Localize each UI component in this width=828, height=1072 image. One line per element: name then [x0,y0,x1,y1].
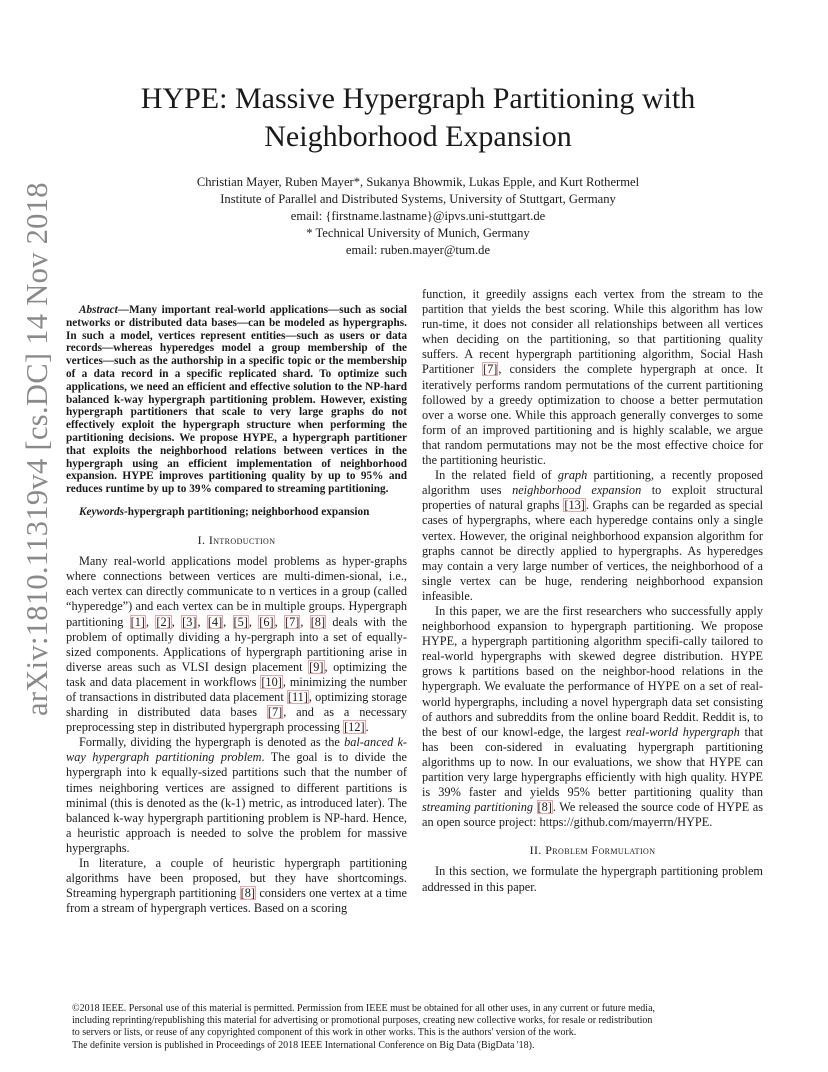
text-run: In this paper, we are the first researchers who successfully apply neighborhood expansion to hypergraph partitioning. We propose HYPE, a hypergraph partitioning algorithm specifi-cally tailored to real-world hypergraphs with skewed degree distribution. HYPE grows k partitions based on the neighbor-hood relations in the hypergraph. We evaluate the performance of HYPE on a set of real-world hypergraphs, including a novel hypergraph data set consisting of authors and subreddits from the online board Reddit. Reddit is, to the best of our knowl-edge, the largest [422,603,763,739]
section-heading-problem-formulation [422,843,763,858]
copyright-line: ©2018 IEEE. Personal use of this material is permitted. Permission from IEEE must be obtained for all other uses, in any current or future media, [72,1003,656,1014]
text-run: . We released the source code of HYPE as an open source project: https://github.com/mayerrn/HYPE. [422,800,764,830]
citation-link[interactable]: [13] [564,498,585,513]
section-heading-introduction [66,533,407,548]
citation-link[interactable]: [3] [182,614,197,629]
text-run: Many real-world applications model problems as hyper-graphs where connections between vertices are multi-dimen-sional, i.e., each vertex can directly communicate to n vertices in a group (called “hyperedge”) and each vertex can be in multiple groups. Hypergraph partitioning [66,554,407,629]
copyright-notice [72,1003,772,1052]
abstract [66,304,407,496]
text-run: considers one vertex at a time from a stream of hypergraph vertices. Based on a scoring [66,886,408,916]
copyright-line: to servers or lists, or reuse of any copyrighted component of this work in other works. This is the authors' version of the work. [72,1027,577,1039]
author-block [90,174,746,259]
author-affiliation: Institute of Parallel and Distributed Systems, University of Stuttgart, Germany [220,192,616,206]
emphasis: streaming partitioning [422,800,533,815]
section-number: I. [197,533,206,548]
citation-link[interactable]: [4] [207,614,223,629]
arxiv-identifier: arXiv:1810.11319v4 [cs.DC] 14 Nov 2018 [20,182,54,716]
text-run: . [365,720,369,735]
intro-paragraph-1: Many real-world applications model problems as hyper-graphs where connections between vertices are multi-dimen-sional, i.e., each vertex can directly communicate to n vertices in a group (called “hyperedge”) and each vertex can be in multiple groups. Hypergraph partitioning [1], [2], [3], [4], [5], [6], [7], [8] deals with the problem of optimally dividing a hy-pergraph into a set of equally-sized components. Applications of hypergraph partitioning arise in diverse areas such as VLSI design placement [9], optimizing the task and data placement in workflows [10], minimizing the number of transactions in distributed data placement [11], optimizing storage sharding in distributed data bases [7], and as a necessary preprocessing step in distributed hypergraph processing [12]. [66,554,408,735]
section-number: II. [529,843,542,858]
section-title: Problem Formulation [545,843,656,858]
abstract-text: —Many important real-world applications—such as social networks or distributed data bases—can be modeled as hypergraphs. In such a model, vertices represent entities—such as users or data records—whereas hyperedges model a group membership of the vertices—such as the authorship in a specific topic or the membership of a data record in a specific replicated shard. To optimize such applications, we need an efficient and effective solution to the NP-hard balanced k-way hypergraph partitioning problem. However, existing hypergraph partitioners that scale to very large graphs do not effectively exploit the hypergraph structure when performing the partitioning decisions. We propose HYPE, a hypergraph partitioner that exploits the neighborhood relations between vertices in the hypergraph using an efficient implementation of neighborhood expansion. HYPE improves partitioning quality by up to 95% and reduces runtime by up to 39% compared to streaming partitioning. [66,304,407,496]
text-run: function, it greedily assigns each vertex from the stream to the partition that yields the best scoring. While this algorithm has low run-time, it does not consider all relationships between all vertices when deciding on the partitioning, so that partitioning quality suffers. A recent hypergraph partitioning algorithm, Social Hash Partitioner [422,287,763,377]
citation-link[interactable]: [11] [287,689,308,704]
text-run [533,800,537,814]
text-run: to exploit structural properties of natural graphs [422,483,763,513]
right-paragraph-2 [422,468,763,604]
citation-link[interactable]: [1] [130,614,146,629]
author-email: email: {firstname.lastname}@ipvs.uni-stuttgart.de [290,209,546,223]
citation-link[interactable]: [6] [259,614,274,629]
citation-link[interactable]: [7] [267,705,283,720]
title-line-1: HYPE: Massive Hypergraph Partitioning with [140,82,696,115]
intro-paragraph-3 [66,856,407,916]
section-title: Introduction [208,533,276,548]
author-names: Christian Mayer, Ruben Mayer*, Sukanya Bhowmik, Lukas Epple, and Kurt Rothermel [196,175,640,189]
keywords [66,505,407,520]
paper-title [60,80,776,156]
text-run: , considers the complete hypergraph at once. It iteratively performs random permutations of the current partitioning followed by a greedy optimization to choose a better permutation over a worse one. While this approach generally converges to some form of an improved partitioning and is highly scalable, we argue that random permutations may not be the most effective choice for the partitioning heuristic. [422,362,764,468]
citation-link[interactable]: [9] [309,659,324,674]
title-line-2: Neighborhood Expansion [264,120,572,153]
author-email-2: email: ruben.mayer@tum.de [345,243,491,257]
text-run: . The goal is to divide the hypergraph into k equally-sized partitions such that the number of times neighboring vertices are assigned to different partitions is minimal (this is denoted as the (k-1) metric, as introduced later). The balanced k-way hypergraph partitioning problem is NP-hard. Hence, a heuristic approach is needed to solve the problem for massive hypergraphs. [66,750,407,855]
text-run: , optimizing storage sharding in distributed data bases [66,689,408,720]
problem-paragraph-1: In this section, we formulate the hypergraph partitioning problem addressed in this paper. [422,864,763,894]
citation-link[interactable]: [7] [284,614,300,629]
citation-link[interactable]: [2] [156,614,171,629]
author-affiliation-2: * Technical University of Munich, Germany [306,226,530,240]
text-run: In literature, a couple of heuristic hypergraph partitioning algorithms have been proposed, but they have shortcomings. Streaming hypergraph partitioning [66,856,407,901]
text-run: . Graphs can be regarded as special cases of hypergraphs, where each hyperedge contains only a single vertex. However, the original neighborhood expansion algorithm for graphs cannot be directly applied to hypergraphs. As hyperedges may contain a very large number of vertices, the neighborhood of a single vertex can be huge, rendering neighborhood expansion infeasible. [422,498,763,603]
citation-link[interactable]: [12] [344,720,365,735]
text-run: deals with the problem of optimally dividing a hy-pergraph into a set of equally-sized components. Applications of hypergraph partitioning arise in diverse areas such as VLSI design placement [66,614,408,674]
citation-link[interactable]: [8] [310,614,326,629]
citation-link[interactable]: [10] [261,674,282,689]
emphasis: bal-anced k-way hypergraph partitioning problem [66,735,408,765]
text-run: Formally, dividing the hypergraph is denoted as the [79,735,345,750]
left-column [66,304,407,916]
right-paragraph-3 [422,604,763,830]
citation-link[interactable]: [8] [240,886,255,901]
abstract-label: Abstract [79,304,118,316]
citation-link[interactable]: [5] [233,614,248,629]
text-run: , minimizing the number of transactions in distributed data placement [66,674,407,704]
text-run: , optimizing the task and data placement in workflows [66,659,408,689]
keywords-text: -hypergraph partitioning; neighborhood expansion [124,505,370,518]
citation-link[interactable]: [8] [537,800,552,815]
text-run: In the related field of [435,468,558,483]
copyright-line: The definite version is published in Proceedings of 2018 IEEE International Conference on Big Data (BigData '18). [72,1039,535,1051]
text-run: partitioning, a recently proposed algorithm uses [422,468,763,498]
right-column [422,287,763,895]
intro-paragraph-2 [66,735,407,856]
right-paragraph-1 [422,287,763,468]
copyright-line: including reprinting/republishing this material for advertising or promotional purposes, creating new collective works, for resale or redistribution [72,1015,653,1027]
emphasis: neighborhood expansion [512,483,642,498]
citation-link[interactable]: [7] [483,362,498,377]
text-run: that has been con-sidered in evaluating hypergraph partitioning algorithms up to now. In our evaluations, we show that HYPE can partition very large hypergraphs efficiently with high quality. HYPE is 39% faster and yields 95% better partitioning quality than [422,724,763,800]
text-run: , and as a necessary preprocessing step in distributed hypergraph processing [66,705,407,735]
emphasis: real-world hypergraph [625,724,740,739]
keywords-label: Keywords [79,505,124,518]
emphasis: graph [557,468,588,483]
